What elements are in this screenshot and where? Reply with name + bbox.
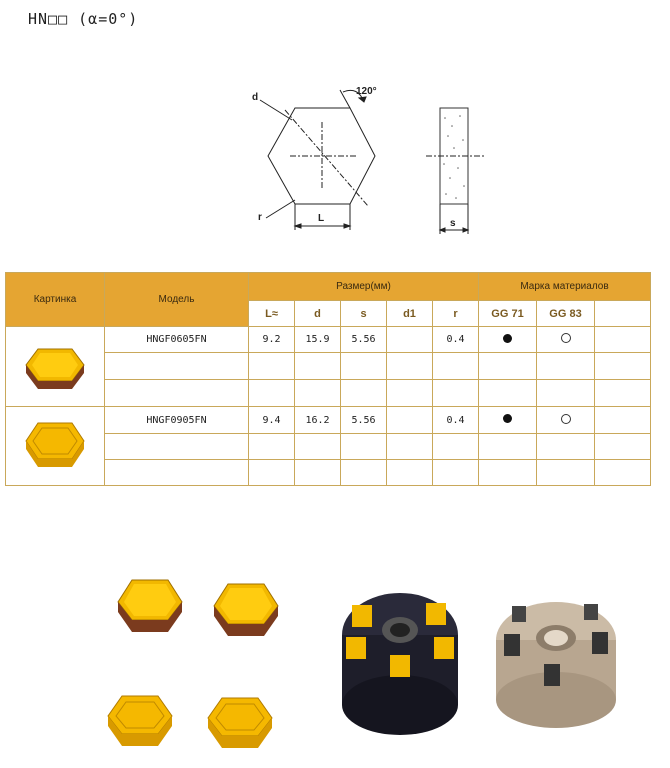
value-d1 [387, 407, 433, 434]
header-material-extra [595, 301, 651, 327]
gg71-mark [479, 407, 537, 434]
insert-photo-1 [110, 570, 190, 640]
value-s: 5.56 [341, 407, 387, 434]
model-name: HNGF0905FN [105, 407, 249, 434]
label-s: s [450, 218, 456, 229]
header-r: r [433, 301, 479, 327]
filled-circle-icon [503, 414, 512, 423]
value-r: 0.4 [433, 327, 479, 353]
label-L: L [318, 213, 325, 224]
value-r: 0.4 [433, 407, 479, 434]
header-d1: d1 [387, 301, 433, 327]
spec-table [5, 272, 651, 486]
header-gg71: GG 71 [479, 301, 537, 327]
label-angle: 120° [356, 86, 377, 97]
table-row [6, 327, 651, 353]
header-picture: Картинка [6, 273, 105, 327]
value-d: 15.9 [295, 327, 341, 353]
insert-photo-4 [200, 690, 280, 760]
header-material: Марка материалов [479, 273, 651, 301]
label-r: r [258, 212, 262, 223]
header-size: Размер(мм) [249, 273, 479, 301]
milling-cutter-photo-2 [484, 590, 634, 740]
insert-picture-cell [6, 327, 105, 407]
insert-photo-3 [100, 688, 180, 758]
milling-cutter-photo-1 [330, 575, 470, 745]
model-name: HNGF0605FN [105, 327, 249, 353]
insert-photo-hnfg0605 [20, 335, 90, 395]
header-s: s [341, 301, 387, 327]
open-circle-icon [561, 333, 571, 343]
header-model: Модель [105, 273, 249, 327]
label-d: d [252, 92, 259, 103]
header-L: L≈ [249, 301, 295, 327]
insert-photo-2 [206, 574, 286, 644]
insert-photo-hnfg0905 [20, 415, 90, 475]
insert-technical-drawing [240, 78, 500, 248]
value-L: 9.2 [249, 327, 295, 353]
value-d: 16.2 [295, 407, 341, 434]
page-title: HN□□ (α=0°) [28, 10, 139, 28]
value-d1 [387, 327, 433, 353]
table-row [6, 407, 651, 434]
gg83-mark [537, 327, 595, 353]
insert-picture-cell [6, 407, 105, 486]
header-gg83: GG 83 [537, 301, 595, 327]
gg83-mark [537, 407, 595, 434]
value-s: 5.56 [341, 327, 387, 353]
value-L: 9.4 [249, 407, 295, 434]
gg71-mark [479, 327, 537, 353]
filled-circle-icon [503, 334, 512, 343]
open-circle-icon [561, 414, 571, 424]
header-d: d [295, 301, 341, 327]
